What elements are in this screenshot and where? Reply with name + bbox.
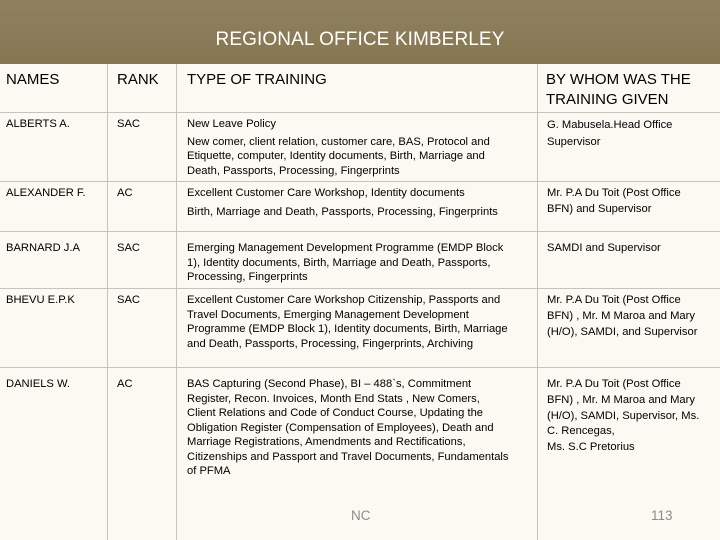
row-5-training [187, 377, 509, 479]
training-line: Register, Recon. Invoices, Month End Stats , New Comers, [187, 392, 480, 405]
trainer-line: (H/O), SAMDI, and Supervisor [547, 325, 698, 338]
trainer-line: Mr. P.A Du Toit (Post Office [547, 378, 681, 390]
row-3-rank: SAC [117, 242, 141, 254]
training-line: Excellent Customer Care Workshop, Identity documents [187, 187, 465, 199]
trainer-line: BFN) , Mr. M Maroa and Mary [547, 309, 695, 322]
row-3-name: BARNARD J.A [6, 242, 80, 254]
training-line: Marriage Registrations, Amendments and Rectifications, [187, 436, 466, 448]
trainer-line: Ms. S.C Pretorius [547, 441, 635, 454]
training-line: Obligation Register (Compensation of Employees), Death and [187, 421, 494, 434]
row-1-name: ALBERTS A. [6, 118, 70, 130]
footer-label: NC [351, 508, 371, 523]
row-5-name: DANIELS W. [6, 378, 71, 390]
training-line: 1), Identity documents, Birth, Marriage and Death, Passports, [187, 256, 491, 269]
row-divider [0, 367, 720, 368]
training-line: New Leave Policy [187, 118, 276, 130]
row-2-rank: AC [117, 187, 133, 199]
column-divider [537, 64, 538, 540]
row-5-rank: AC [117, 378, 133, 390]
training-line: Emerging Management Development Programme (EMDP Block [187, 242, 504, 254]
trainer-line: Mr. P.A Du Toit (Post Office [547, 294, 681, 306]
row-2-name: ALEXANDER F. [6, 187, 86, 199]
row-3-by-whom [547, 241, 661, 256]
trainer-line: BFN) , Mr. M Maroa and Mary [547, 393, 695, 406]
training-line: Etiquette, computer, Identity documents, Birth, Marriage and [187, 150, 485, 162]
header-names: NAMES [6, 71, 60, 88]
trainer-line: (H/O), SAMDI, Supervisor, Ms. [547, 409, 700, 422]
row-1-by-whom [547, 117, 672, 150]
training-line: Birth, Marriage and Death, Passports, Processing, Fingerprints [187, 205, 498, 218]
training-line: Processing, Fingerprints [187, 271, 308, 283]
trainer-line: Mr. P.A Du Toit (Post Office [547, 187, 681, 199]
header-type-of-training: TYPE OF TRAINING [187, 71, 327, 88]
training-line: New comer, client relation, customer care, BAS, Protocol and [187, 135, 490, 148]
header-rank: RANK [117, 71, 159, 88]
training-line: Travel Documents, Emerging Management Development [187, 308, 469, 321]
page-title: REGIONAL OFFICE KIMBERLEY [215, 29, 505, 50]
row-4-training [187, 293, 508, 351]
row-3-training [187, 241, 503, 285]
training-line: Excellent Customer Care Workshop Citizenship, Passports and [187, 294, 501, 306]
row-divider [0, 181, 720, 182]
row-2-by-whom [547, 186, 681, 217]
row-4-by-whom [547, 293, 697, 340]
training-line: Death, Passports, Processing, Fingerprints [187, 164, 400, 177]
row-divider [0, 288, 720, 289]
training-line: of PFMA [187, 465, 231, 477]
row-1-rank: SAC [117, 118, 141, 130]
column-divider [176, 64, 177, 540]
row-1-training [187, 117, 490, 178]
row-divider [0, 231, 720, 232]
row-4-name: BHEVU E.P.K [6, 294, 75, 306]
header-by-whom: BY WHOM WAS THE TRAINING GIVEN [546, 71, 691, 108]
trainer-line: C. Rencegas, [547, 425, 615, 438]
row-4-rank: SAC [117, 294, 141, 306]
trainer-line: Supervisor [547, 135, 601, 148]
trainer-line: BFN) and Supervisor [547, 202, 652, 215]
page-number: 113 [651, 508, 673, 523]
column-divider [107, 64, 108, 540]
row-5-by-whom [547, 377, 699, 456]
training-line: Client Relations and Code of Conduct Course, Updating the [187, 407, 484, 419]
training-line: Citizenships and Passport and Travel Documents, Fundamentals [187, 450, 509, 463]
row-2-training [187, 186, 498, 219]
training-line: BAS Capturing (Second Phase), BI – 488`s, Commitment [187, 378, 472, 390]
row-divider [0, 112, 720, 113]
trainer-line: SAMDI and Supervisor [547, 242, 661, 254]
trainer-line: G. Mabusela.Head Office [547, 119, 673, 131]
training-line: and Death, Passports, Processing, Fingerprints, Archiving [187, 337, 474, 350]
training-line: Programme (EMDP Block 1), Identity documents, Birth, Marriage [187, 323, 508, 335]
